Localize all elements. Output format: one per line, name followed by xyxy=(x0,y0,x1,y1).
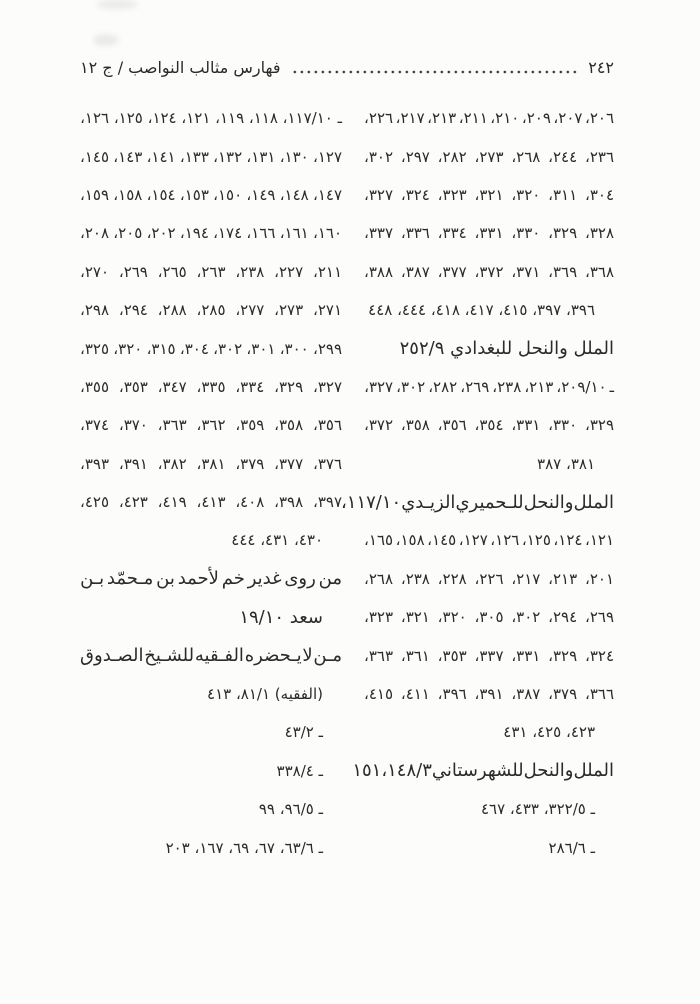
index-token: ٣٣١، xyxy=(474,224,504,243)
index-token: ١٣٣، xyxy=(179,147,209,166)
index-line xyxy=(364,137,614,175)
index-token: ٣٣٦، xyxy=(400,224,430,243)
index-heading-line xyxy=(352,752,614,790)
index-token: للـحميري xyxy=(455,491,524,513)
index-token: ٢٢٧، xyxy=(274,262,304,281)
index-token: ٢١٣، xyxy=(524,377,554,396)
index-token: ٢٧٠، xyxy=(80,262,110,281)
index-token: ٢٠٧، xyxy=(553,109,583,128)
index-token: الملل xyxy=(573,760,614,782)
index-token: ٣٢٣، xyxy=(437,185,467,204)
index-token: غدير xyxy=(247,568,282,590)
index-line xyxy=(364,406,614,444)
index-token: ٣٠١، xyxy=(246,339,276,358)
index-token: ١٢٤، xyxy=(553,531,583,550)
index-token: ٢١٣، xyxy=(427,109,457,128)
index-token: ١٢١، xyxy=(584,531,614,550)
index-token: ٢٢٨، xyxy=(437,569,467,588)
index-token: ٣٥٥، xyxy=(80,377,110,396)
index-token: ـ xyxy=(337,109,342,128)
index-line xyxy=(80,291,342,329)
index-token: مـحمّد xyxy=(106,568,154,590)
index-token: ١٧٤، xyxy=(213,224,243,243)
index-token: ٣٣٧، xyxy=(474,646,504,665)
index-token: ٣٨٢، xyxy=(157,454,187,473)
index-line: ـ ٦٣/٦، ٦٧، ٦٩، ١٦٧، ٢٠٣ xyxy=(165,838,323,857)
index-token: ٣٧٧، xyxy=(274,454,304,473)
index-token: ٣٠٥، xyxy=(474,608,504,627)
index-line xyxy=(364,176,614,214)
index-token: ٣٣٠، xyxy=(511,224,541,243)
index-token: ١٥٠، xyxy=(213,185,243,204)
index-token: ٢٣٦، xyxy=(584,147,614,166)
index-token: ١٩٤، xyxy=(179,224,209,243)
index-token: ٤١٩، xyxy=(157,493,187,512)
index-token: ٢٠٥، xyxy=(113,224,143,243)
index-token: ١٣١، xyxy=(246,147,276,166)
index-heading-line xyxy=(80,636,342,674)
index-token: ٢٨٨، xyxy=(157,301,187,320)
index-token: ٣٢٠، xyxy=(511,185,541,204)
index-token: ٣٦٣، xyxy=(364,646,394,665)
index-token: والنحل xyxy=(523,760,574,782)
index-token: ٢٨٢، xyxy=(437,147,467,166)
index-token: لا xyxy=(302,645,313,667)
index-token: ٣٢٧، xyxy=(312,377,342,396)
index-token: ٣٧٤، xyxy=(80,416,110,435)
index-token: ٢٩٧، xyxy=(400,147,430,166)
index-line: ـ ٩٦/٥، ٩٩ xyxy=(258,800,323,819)
index-token: ٣٢٣، xyxy=(364,608,394,627)
index-token: ٤٢٣، xyxy=(118,493,148,512)
index-token: ٢٠١، xyxy=(584,569,614,588)
index-line: ـ ٣٣٨/٤ xyxy=(276,761,323,780)
index-line xyxy=(80,329,342,367)
index-token: ٣٣٤، xyxy=(235,377,265,396)
index-token: ٢١١، xyxy=(312,262,342,281)
page-header xyxy=(80,54,614,80)
index-heading-line xyxy=(80,560,342,598)
index-token: ١٢٥، xyxy=(521,531,551,550)
index-token: ٢٠٩، xyxy=(521,109,551,128)
index-token: ٣٢٩، xyxy=(274,377,304,396)
index-line: ٣٨١، ٣٨٧ xyxy=(537,454,595,473)
index-token: ٣٥٨، xyxy=(400,416,430,435)
index-token: ٢٣٨، xyxy=(492,377,522,396)
index-token: ٣٩٨، xyxy=(274,493,304,512)
index-token: روى xyxy=(284,568,316,590)
index-token: ٣٦٦، xyxy=(584,685,614,704)
index-token: ٣٨١، xyxy=(196,454,226,473)
index-token: ٣٢٧، xyxy=(364,377,394,396)
index-token: ١١٧/١٠، xyxy=(282,109,333,128)
index-token: ٤٢٥، xyxy=(80,493,110,512)
index-token: ١٢٧، xyxy=(312,147,342,166)
index-token: ١٢٦، xyxy=(80,109,110,128)
index-token: ١٥٨، xyxy=(395,531,425,550)
running-title: فهارس مثالب النواصب / ج ١٢ xyxy=(80,57,281,77)
index-token: والنحل xyxy=(523,491,574,513)
index-line: ٣٩٦، ٣٩٧، ٤١٥، ٤١٧، ٤١٨، ٤٤٤، ٤٤٨ xyxy=(368,301,595,320)
index-line xyxy=(364,368,614,406)
index-token: ٣٢٩، xyxy=(548,646,578,665)
index-token: بن xyxy=(156,568,175,590)
index-token: ٢٩٤، xyxy=(118,301,148,320)
index-token: ٤١١، xyxy=(400,685,430,704)
index-token: ٢٩٤، xyxy=(548,608,578,627)
index-token: ٢٦٩، xyxy=(460,377,490,396)
index-token: ٣٧٩، xyxy=(548,685,578,704)
index-token: ٣٢١، xyxy=(474,185,504,204)
index-line xyxy=(80,368,342,406)
index-token: ٣٣٥، xyxy=(196,377,226,396)
index-token: ٣٤٧، xyxy=(157,377,187,396)
index-token: ١٥٣، xyxy=(179,185,209,204)
index-token: من xyxy=(318,568,342,590)
index-token: ٣٧٧، xyxy=(437,262,467,281)
index-token: ٣٠٢، xyxy=(396,377,426,396)
index-token: الملل xyxy=(573,491,614,513)
index-line xyxy=(80,137,342,175)
scan-artifact xyxy=(96,0,138,9)
index-token: ٣٢٩، xyxy=(584,416,614,435)
index-token: ١٦٦، xyxy=(246,224,276,243)
index-token: ٣٠٢، xyxy=(511,608,541,627)
index-token: ٢٩٩، xyxy=(312,339,342,358)
index-token: ١٥٩، xyxy=(80,185,110,204)
index-line xyxy=(80,176,342,214)
index-token: يـحضره xyxy=(244,645,302,667)
index-token: ٢٣٨، xyxy=(400,569,430,588)
index-token: ٣٥٤، xyxy=(474,416,504,435)
index-token: ٢٧٧، xyxy=(235,301,265,320)
index-token: ٣٧٦، xyxy=(312,454,342,473)
index-token: ٣٩١، xyxy=(474,685,504,704)
index-token: ٣٦٢، xyxy=(196,416,226,435)
index-token: ٣٥٩، xyxy=(235,416,265,435)
index-token: ٣٣٠، xyxy=(548,416,578,435)
index-token: ٢٢٦، xyxy=(474,569,504,588)
index-token: ٣٦١، xyxy=(400,646,430,665)
index-token: ١٦٠، xyxy=(312,224,342,243)
index-token: ٢٠٨، xyxy=(80,224,110,243)
index-token: ٢٨٥، xyxy=(196,301,226,320)
index-token: ٣٠٢، xyxy=(213,339,243,358)
index-token: ٣٥٨، xyxy=(274,416,304,435)
index-token: ١٥٨، xyxy=(113,185,143,204)
index-token: ٣٨٧، xyxy=(400,262,430,281)
index-token: ٣٣١، xyxy=(511,416,541,435)
index-token: ٣٢٥، xyxy=(80,339,110,358)
index-token: ٢٦٨، xyxy=(364,569,394,588)
index-token: ١٢٧، xyxy=(458,531,488,550)
index-token: ١٤٧، xyxy=(312,185,342,204)
index-token: ٣٨٧، xyxy=(511,685,541,704)
index-token: ١٢١، xyxy=(181,109,211,128)
index-line xyxy=(364,598,614,636)
index-heading-line xyxy=(340,483,614,521)
index-token: ٢١١، xyxy=(458,109,488,128)
index-token: ٣٥٦، xyxy=(312,416,342,435)
index-token: ـ xyxy=(609,377,614,396)
index-line: ٤٢٣، ٤٢٥، ٤٣١ xyxy=(503,723,595,742)
index-token: ٢٩٨، xyxy=(80,301,110,320)
page-number: ٢٤٢ xyxy=(588,57,614,77)
index-token: ٢٠٦، xyxy=(584,109,614,128)
index-token: ٣٦٩، xyxy=(548,262,578,281)
index-token: ٣٠٠، xyxy=(279,339,309,358)
index-token: ١٤٣، xyxy=(113,147,143,166)
index-line: ـ ٣٢٢/٥، ٤٣٣، ٤٦٧ xyxy=(480,800,595,819)
index-token: ٤١٣، xyxy=(196,493,226,512)
index-line xyxy=(364,214,614,252)
index-line xyxy=(364,521,614,559)
index-token: ١٤٨/٣، xyxy=(381,760,432,782)
index-line: ٤٣٠، ٤٣١، ٤٤٤ xyxy=(231,531,323,550)
index-token: بـن xyxy=(80,568,105,590)
scan-artifact xyxy=(93,34,119,46)
index-token: ٣٥٣، xyxy=(118,377,148,396)
index-token: ٣١٥، xyxy=(146,339,176,358)
index-token: ١١٨، xyxy=(248,109,278,128)
index-token: ٣٧٢، xyxy=(474,262,504,281)
index-token: ٣٩١، xyxy=(118,454,148,473)
index-token: ٣٧٢، xyxy=(364,416,394,435)
index-token: ٢١٠، xyxy=(490,109,520,128)
index-token: ٢٦٣، xyxy=(196,262,226,281)
index-token: ٣٢٧، xyxy=(364,185,394,204)
index-token: ٢١٧، xyxy=(395,109,425,128)
index-token: ٣٠٢، xyxy=(364,147,394,166)
index-token: ٣٢١، xyxy=(400,608,430,627)
index-token: مـن xyxy=(313,645,342,667)
index-token: ٢٠٩/١٠، xyxy=(556,377,607,396)
index-token: ١٣٢، xyxy=(213,147,243,166)
index-token: ٣٩٦، xyxy=(437,685,467,704)
index-token: ٣٥٣، xyxy=(437,646,467,665)
index-line xyxy=(80,406,342,444)
index-line: (الفقيه) ٨١/١، ٤١٣ xyxy=(207,685,323,704)
index-token: ٢٧١، xyxy=(312,301,342,320)
index-token: للشـيخ xyxy=(144,645,195,667)
index-token: الفـقيه xyxy=(194,645,244,667)
index-heading-line: الملل والنحل للبغدادي ٢٥٢/٩ xyxy=(399,338,614,360)
index-token: ٣٢٠، xyxy=(113,339,143,358)
index-token: ٢٤٤، xyxy=(548,147,578,166)
index-heading-line: سعد ١٩/١٠ xyxy=(239,606,323,628)
index-token: ٢١٣، xyxy=(548,569,578,588)
index-token: ٢٦٥، xyxy=(157,262,187,281)
index-line xyxy=(364,560,614,598)
index-token: ١٤٨، xyxy=(279,185,309,204)
index-line xyxy=(80,445,342,483)
index-token: ١٦٥، xyxy=(364,531,394,550)
index-token: ٣٢٩، xyxy=(548,224,578,243)
index-token: ١٥١ xyxy=(352,760,382,782)
index-token: ٣٣٧، xyxy=(364,224,394,243)
index-line xyxy=(80,214,342,252)
index-line: ـ ٢٨٦/٦ xyxy=(548,838,595,857)
dot-leader xyxy=(290,70,580,74)
index-line xyxy=(364,99,614,137)
index-column-right xyxy=(340,99,614,867)
index-token: ٣٣٤، xyxy=(437,224,467,243)
index-token: ٢٦٨، xyxy=(511,147,541,166)
index-line xyxy=(364,675,614,713)
index-token: ٢٠٢، xyxy=(146,224,176,243)
index-token: ١٤١، xyxy=(146,147,176,166)
index-token: ٣٥٦، xyxy=(437,416,467,435)
index-line xyxy=(80,253,342,291)
index-token: ٣٦٨، xyxy=(584,262,614,281)
index-token: ١٦١، xyxy=(279,224,309,243)
index-token: خم xyxy=(221,568,245,590)
index-token: لأحمد xyxy=(177,568,219,590)
index-token: ٢٧٣، xyxy=(474,147,504,166)
index-token: ١٢٤، xyxy=(147,109,177,128)
index-token: ٢٦٩، xyxy=(584,608,614,627)
index-token: ١٢٥، xyxy=(113,109,143,128)
index-token: ٣٧٩، xyxy=(235,454,265,473)
index-token: ٣٦٣، xyxy=(157,416,187,435)
index-token: ٢٣٨، xyxy=(235,262,265,281)
index-token: ٣٧٠، xyxy=(118,416,148,435)
index-token: ١١٧/١٠، xyxy=(340,491,402,513)
index-token: ٣٩٣، xyxy=(80,454,110,473)
index-token: ٤١٥، xyxy=(364,685,394,704)
index-token: ٣١١، xyxy=(548,185,578,204)
index-token: ٣٢٨، xyxy=(584,224,614,243)
index-token: ١١٩، xyxy=(215,109,245,128)
index-token: ٢٦٩، xyxy=(118,262,148,281)
index-token: ١٣٠، xyxy=(279,147,309,166)
index-token: ٣٧١، xyxy=(511,262,541,281)
index-token: الصـدوق xyxy=(80,645,144,667)
index-token: ١٥٤، xyxy=(146,185,176,204)
index-token: ١٤٩، xyxy=(246,185,276,204)
index-token: الزيـدي xyxy=(401,491,456,513)
index-token: ٢١٧، xyxy=(511,569,541,588)
index-line: ـ ٤٣/٢ xyxy=(284,723,323,742)
index-line xyxy=(80,483,342,521)
index-token: ٣٠٤، xyxy=(584,185,614,204)
index-token: ١٤٥، xyxy=(427,531,457,550)
index-token: ٣٩٧، xyxy=(312,493,342,512)
index-token: ٣٢٤، xyxy=(400,185,430,204)
index-token: ٣٢٤، xyxy=(584,646,614,665)
index-token: ٤٠٨، xyxy=(235,493,265,512)
index-line xyxy=(80,99,342,137)
index-token: ٣٢٠، xyxy=(437,608,467,627)
index-token: ٢٧٣، xyxy=(274,301,304,320)
index-token: ١٢٦، xyxy=(490,531,520,550)
index-token: ٢٨٢، xyxy=(428,377,458,396)
index-column-left xyxy=(80,99,342,867)
index-line xyxy=(364,636,614,674)
index-line xyxy=(364,253,614,291)
index-token: ١٤٥، xyxy=(80,147,110,166)
index-token: ٣٨٨، xyxy=(364,262,394,281)
index-token: ٣٣١، xyxy=(511,646,541,665)
index-token: ٢٢٦، xyxy=(364,109,394,128)
index-token: ٣٠٤، xyxy=(179,339,209,358)
index-token: للشهرستاني xyxy=(431,760,524,782)
